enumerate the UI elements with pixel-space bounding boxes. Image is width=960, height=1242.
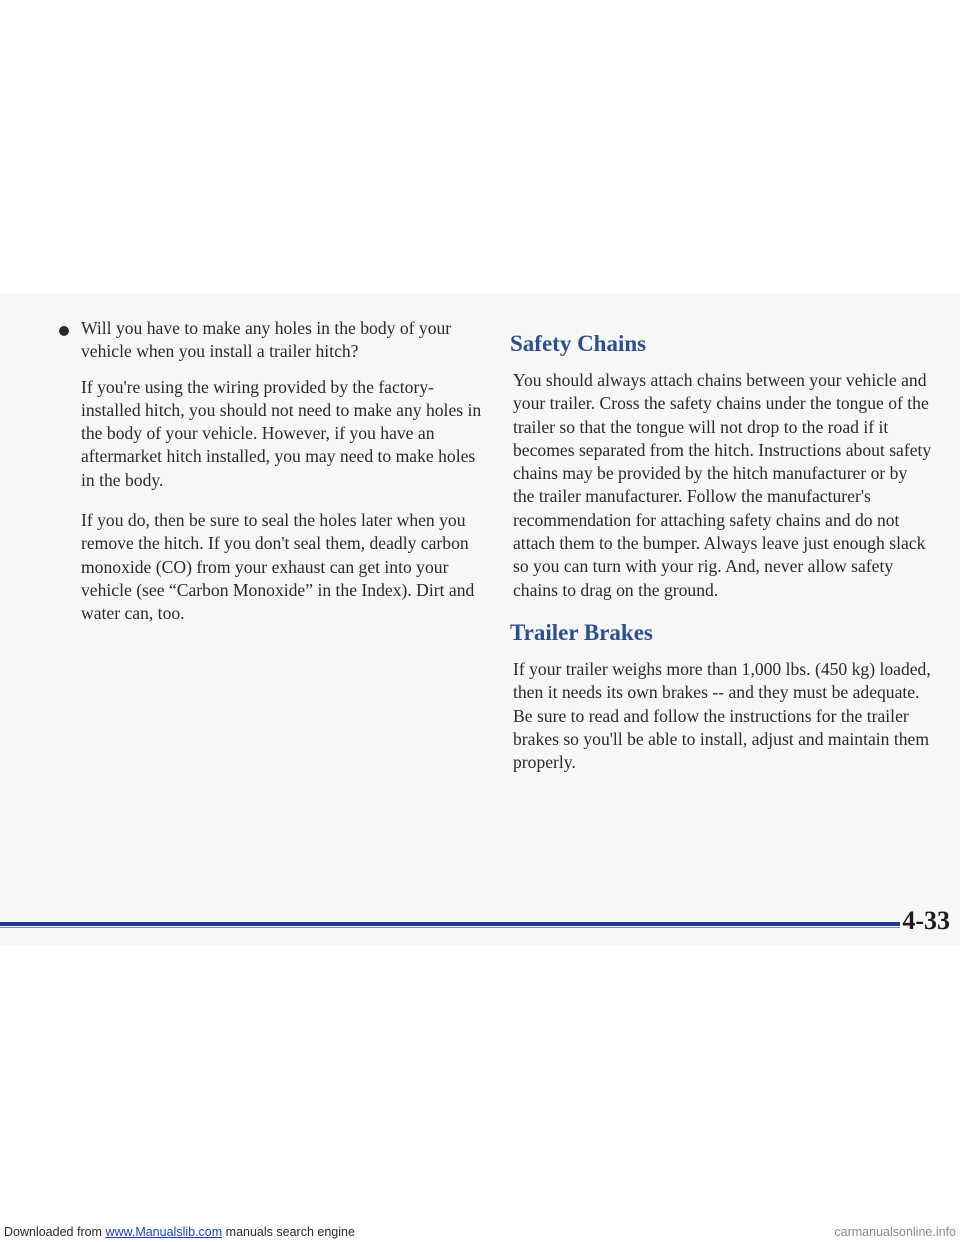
safety-chains-heading: Safety Chains bbox=[510, 331, 647, 356]
page-footer-rule bbox=[0, 922, 900, 926]
paragraph-wiring: If you're using the wiring provided by the factory-installed hitch, you should not need to make any holes in the body of your vehicle. However, if you have an aftermarket hitch installed, you may need to make holes in the body. bbox=[81, 376, 482, 490]
bullet-item bbox=[57, 317, 487, 364]
paragraph-seal-holes: If you do, then be sure to seal the holes later when you remove the hitch. If you don't seal them, deadly carbon monoxide (CO) from your exhaust can get into your vehicle (see “Carbon Monoxide” in the Index). Dirt and water can, too. bbox=[81, 510, 475, 624]
watermark: carmanualsonline.info bbox=[834, 1225, 956, 1239]
page-number: 4-33 bbox=[902, 906, 950, 935]
bullet-question: Will you have to make any holes in the body of your vehicle when you install a trailer hitch? bbox=[81, 318, 452, 362]
left-column bbox=[57, 317, 487, 643]
page-footer-rule-thin bbox=[0, 927, 900, 928]
trailer-brakes-text: If your trailer weighs more than 1,000 lbs. (450 kg) loaded, then it needs its own brakes -- and they must be adequate. Be sure to read and follow the instructions for the trailer brakes so you'll be able to install, adjust and maintain them properly. bbox=[513, 658, 931, 773]
download-footer bbox=[4, 1225, 355, 1239]
footer-suffix: manuals search engine bbox=[225, 1225, 355, 1239]
footer-prefix: Downloaded from bbox=[4, 1225, 102, 1239]
trailer-brakes-heading: Trailer Brakes bbox=[510, 619, 653, 645]
manualslib-link[interactable]: www.Manualslib.com bbox=[105, 1225, 223, 1239]
right-column bbox=[510, 330, 933, 791]
safety-chains-text: You should always attach chains between your vehicle and your trailer. Cross the safety chains under the tongue of the trailer so that the tongue will not drop to the road if it becomes separated from the hitch. Instructions about safety chains may be provided by the hitch manufacturer or by the trailer manufacturer. Follow the manufacturer's recommendation for attaching safety chains and do not attach them to the bumper. Always leave just enough slack so you can turn with your rig. And, never allow safety chains to drag on the ground. bbox=[513, 370, 932, 600]
bullet-dot-icon bbox=[59, 326, 69, 336]
